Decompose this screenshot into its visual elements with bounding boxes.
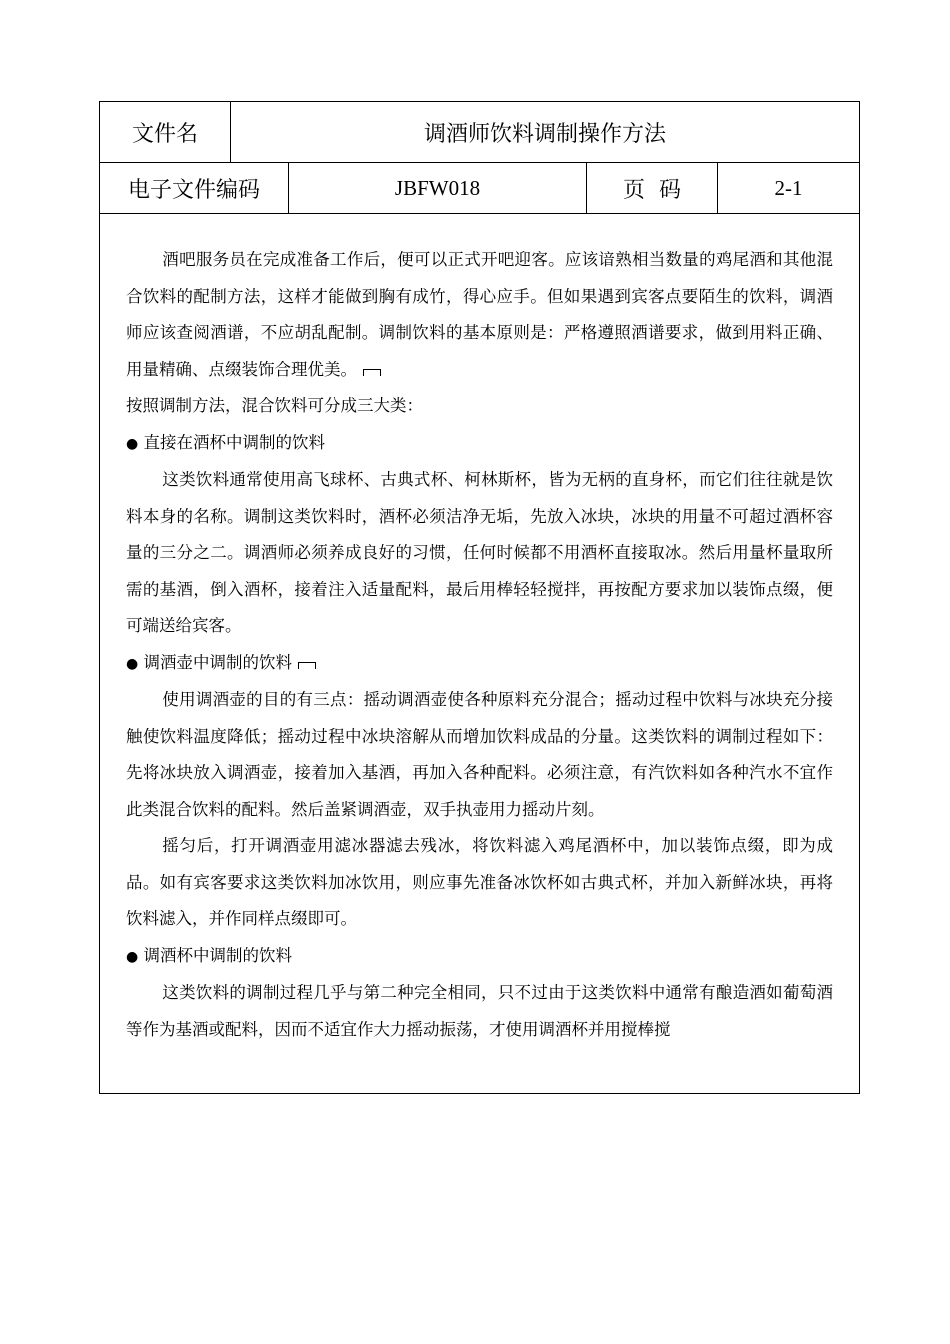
bullet-item-1: ● 直接在酒杯中调制的饮料 (126, 432, 325, 452)
document-title: 调酒师饮料调制操作方法 (423, 121, 666, 147)
header-row-code (100, 163, 859, 214)
bullet-icon: ● (126, 948, 139, 965)
bullet-icon: ● (126, 655, 139, 672)
paragraph-1: 这类饮料通常使用高飞球杯、古典式杯、柯林斯杯，皆为无柄的直身杯，而它们往往就是饮料本身的名称。调制这类饮料时，酒杯必须洁净无垢，先放入冰块，冰块的用量不可超过酒杯容量的三分之二。调酒师必须养成良好的习惯，任何时候都不用酒杯直接取冰。然后用量杯量取所需的基酒，倒入酒杯，接着注入适量配料，最后用棒轻轻搅拌，再按配方要求加以装饰点缀，便可端送给宾客。 (126, 470, 833, 635)
page-value: 2-1 (774, 175, 803, 200)
code-value: JBFW018 (289, 163, 587, 213)
bullet-item-2: ● 调酒壶中调制的饮料 (126, 645, 833, 683)
paragraph-2: 使用调酒壶的目的有三点：摇动调酒壶使各种原料充分混合；摇动过程中饮料与冰块充分接触使饮料温度降低；摇动过程中冰块溶解从而增加饮料成品的分量。这类饮料的调制过程如下：先将冰块放入调酒壶，接着加入基酒，再加入各种配料。必须注意，有汽饮料如各种汽水不宜作此类混合饮料的配料。然后盖紧调酒壶，双手执壶用力摇动片刻。 (126, 690, 833, 819)
page-label: 页 码 (587, 163, 718, 213)
file-name-label: 文件名 (100, 102, 231, 162)
document-frame (99, 101, 860, 1094)
code-label: 电子文件编码 (100, 163, 289, 213)
bullet-item-3: ● 调酒杯中调制的饮料 (126, 945, 292, 965)
header-row-title (100, 102, 859, 163)
paragraph-mark-icon (298, 662, 316, 669)
intro-paragraph: 酒吧服务员在完成准备工作后，便可以正式开吧迎客。应该谙熟相当数量的鸡尾酒和其他混合饮料的配制方法，这样才能做到胸有成竹，得心应手。但如果遇到宾客点要陌生的饮料，调酒师应该查阅酒谱，不应胡乱配制。调制饮料的基本原则是：严格遵照酒谱要求，做到用料正确、用量精确、点缀装饰合理优美。 (126, 250, 833, 379)
classify-line: 按照调制方法，混合饮料可分成三大类： (126, 396, 423, 415)
paragraph-3: 摇匀后，打开调酒壶用滤冰器滤去残冰，将饮料滤入鸡尾酒杯中，加以装饰点缀，即为成品。如有宾客要求这类饮料加冰饮用，则应事先准备冰饮杯如古典式杯，并加入新鲜冰块，再将饮料滤入，并作同样点缀即可。 (126, 836, 833, 928)
paragraph-mark-icon (363, 369, 381, 376)
bullet-icon: ● (126, 435, 139, 452)
document-body (126, 242, 833, 1048)
paragraph-4: 这类饮料的调制过程几乎与第二种完全相同，只不过由于这类饮料中通常有酿造酒如葡萄酒等作为基酒或配料，因而不适宜作大力摇动振荡，才使用调酒杯并用搅棒搅 (126, 983, 833, 1039)
